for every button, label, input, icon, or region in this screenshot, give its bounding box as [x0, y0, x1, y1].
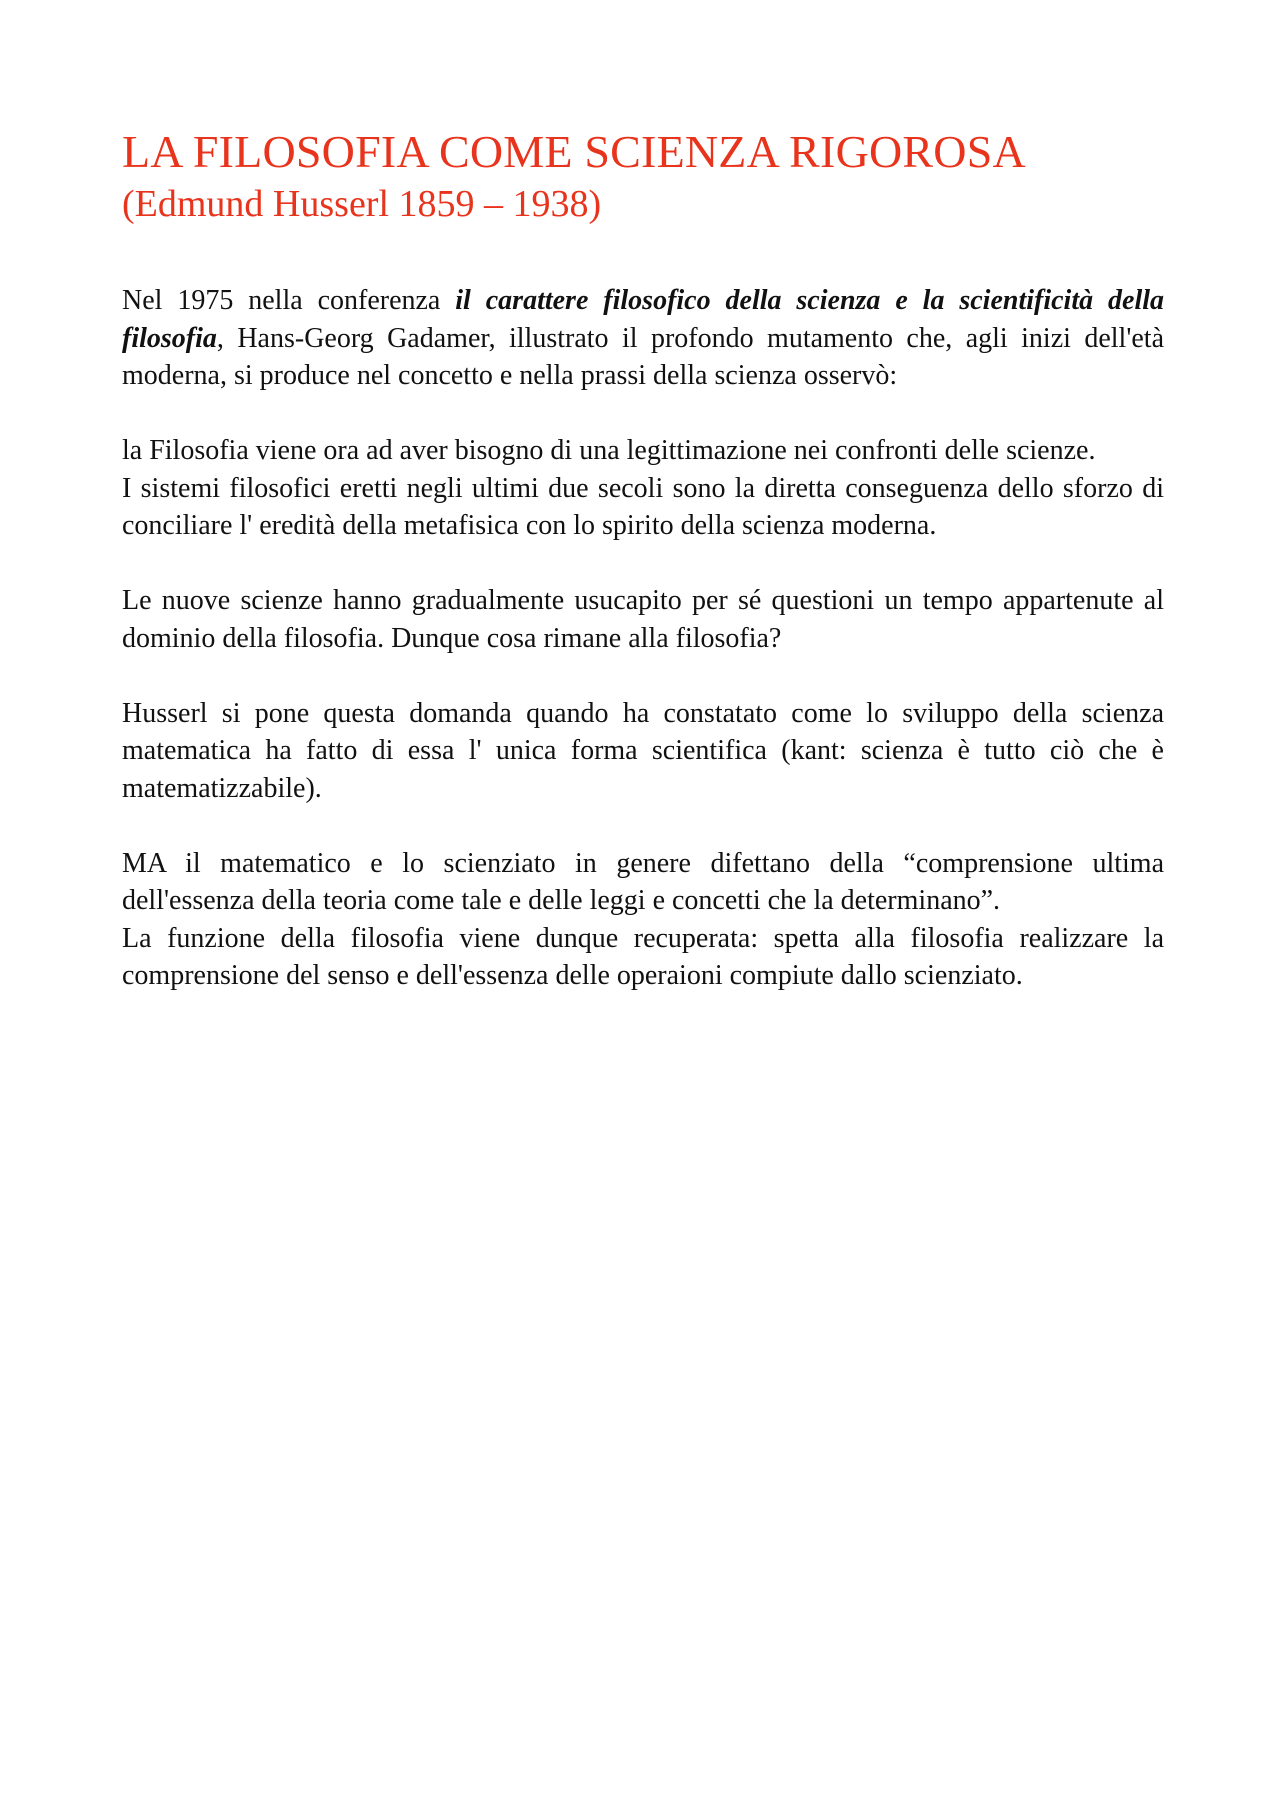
- document-body: [122, 282, 1164, 995]
- paragraph-legitimation: la Filosofia viene ora ad aver bisogno di una legittimazione nei confronti delle scienze.: [122, 435, 1096, 466]
- intro-text-before: Nel 1975 nella conferenza: [122, 285, 456, 316]
- paragraph-function: La funzione della filosofia viene dunque recuperata: spetta alla filosofia realizzare la comprensione del senso e dell'essenza delle operaioni compiute dallo scienziato.: [122, 922, 1164, 991]
- intro-text-after: , Hans-Georg Gadamer, illustrato il profondo mutamento che, agli inizi dell'età moderna, si produce nel concetto e nella prassi della scienza osservò:: [122, 322, 1164, 391]
- paragraph-husserl: Husserl si pone questa domanda quando ha constatato come lo sviluppo della scienza matematica ha fatto di essa l' unica forma scientifica (kant: scienza è tutto ciò che è matematizzabile).: [122, 697, 1164, 804]
- paragraph-spacer: [122, 657, 1164, 695]
- paragraph-intro: [122, 282, 1164, 395]
- document-title: LA FILOSOFIA COME SCIENZA RIGOROSA: [122, 126, 1026, 177]
- paragraph-systems: I sistemi filosofici eretti negli ultimi due secoli sono la diretta conseguenza dello sforzo di conciliare l' eredità della metafisica con lo spirito della scienza moderna.: [122, 472, 1164, 541]
- paragraph-spacer: [122, 545, 1164, 583]
- paragraph-spacer: [122, 807, 1164, 845]
- document-subtitle: (Edmund Husserl 1859 – 1938): [122, 183, 602, 225]
- paragraph-spacer: [122, 395, 1164, 433]
- document-page: [122, 0, 1164, 995]
- paragraph-mathematician: MA il matematico e lo scienziato in genere difettano della “comprensione ultima dell'essenza della teoria come tale e delle leggi e concetti che la determinano”.: [122, 847, 1164, 916]
- paragraph-new-sciences: Le nuove scienze hanno gradualmente usucapito per sé questioni un tempo appartenute al dominio della filosofia. Dunque cosa rimane alla filosofia?: [122, 585, 1164, 654]
- conference-title: il carattere filosofico della scienza e la scientificità della filosofia: [122, 285, 1164, 354]
